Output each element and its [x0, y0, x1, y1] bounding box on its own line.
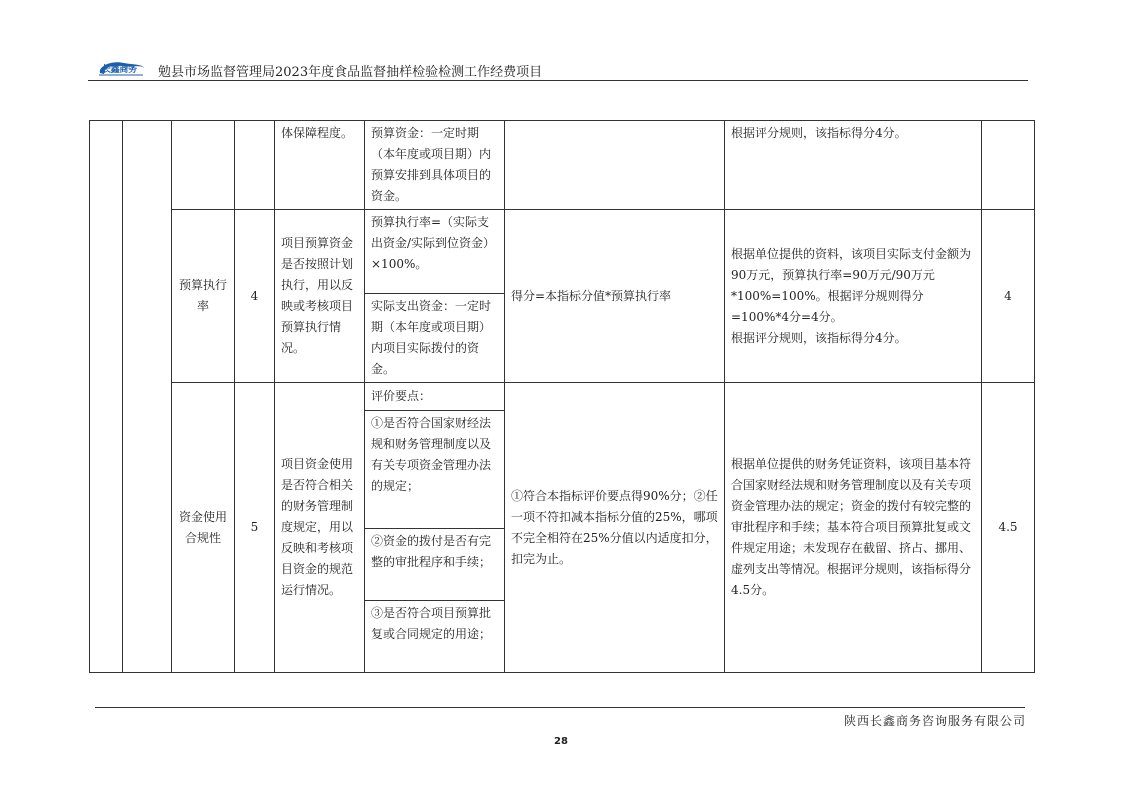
scoring-rule: 得分=本指标分值*预算执行率 — [505, 210, 725, 383]
evaluation-result — [725, 210, 982, 383]
level2-cell — [123, 121, 172, 673]
score-value: 4 — [982, 210, 1035, 383]
weight-value: 5 — [235, 383, 275, 673]
result-cell: 根据评分规则，该指标得分4分。 — [725, 121, 982, 210]
indicator-budget-execution: 预算执行率 — [172, 210, 235, 383]
level1-cell — [90, 121, 123, 673]
result-paragraph: 根据评分规则，该指标得分4分。 — [731, 330, 907, 345]
definition-formula: 预算执行率=（实际支出资金/实际到位资金）×100%。 — [365, 210, 505, 294]
definition-cell: 预算资金：一定时期（本年度或项目期）内预算安排到具体项目的资金。 — [365, 121, 505, 210]
page-header — [88, 58, 1028, 80]
document-title: 勉县市场监督管理局2023年度食品监督抽样检验检测工作经费项目 — [158, 65, 543, 80]
footer-divider — [95, 707, 1025, 708]
score-value: 4.5 — [982, 383, 1035, 673]
footer-company: 陕西长鑫商务咨询服务有限公司 — [843, 714, 1026, 728]
definition-actual-expenditure: 实际支出资金：一定时期（本年度或项目期）内项目实际拨付的资金。 — [365, 294, 505, 383]
evaluation-point: ③是否符合项目预算批复或合同规定的用途； — [365, 601, 505, 673]
indicator-fund-compliance: 资金使用合规性 — [172, 383, 235, 673]
header-divider — [88, 80, 1028, 81]
explanation-cell: 体保障程度。 — [275, 121, 365, 210]
table-row — [90, 210, 1035, 294]
weight-value: 4 — [235, 210, 275, 383]
evaluation-table — [89, 120, 1035, 673]
explanation-text: 项目预算资金是否按照计划执行，用以反映或考核项目预算执行情况。 — [275, 210, 365, 383]
evaluation-point: ①是否符合国家财经法规和财务管理制度以及有关专项资金管理办法的规定； — [365, 411, 505, 529]
indicator-cell — [172, 121, 235, 210]
scoring-rule: ①符合本指标评价要点得90%分；②任一项不符扣减本指标分值的25%，哪项不完全相符在25%分值以内适度扣分，扣完为止。 — [505, 383, 725, 673]
page-number: 28 — [554, 736, 568, 747]
evaluation-points-title: 评价要点： — [365, 383, 505, 411]
result-paragraph: 根据单位提供的资料，该项目实际支付金额为90万元，预算执行率=90万元/90万元*100%=100%。根据评分规则得分=100%*4分=4分。 — [731, 246, 972, 324]
table-row — [90, 383, 1035, 411]
weight-cell — [235, 121, 275, 210]
rule-cell — [505, 121, 725, 210]
table-row — [90, 121, 1035, 210]
explanation-text: 项目资金使用是否符合相关的财务管理制度规定，用以反映和考核项目资金的规范运行情况。 — [275, 383, 365, 673]
score-cell — [982, 121, 1035, 210]
evaluation-result: 根据单位提供的财务凭证资料，该项目基本符合国家财经法规和财务管理制度以及有关专项资金管理办法的规定；资金的拨付有较完整的审批程序和手续；基本符合项目预算批复或文件规定用途；未发现存在截留、挤占、挪用、虚列支出等情况。根据评分规则，该指标得分4.5分。 — [725, 383, 982, 673]
evaluation-point: ②资金的拨付是否有完整的审批程序和手续； — [365, 529, 505, 601]
logo-text: 长鑫商务 — [102, 65, 137, 75]
